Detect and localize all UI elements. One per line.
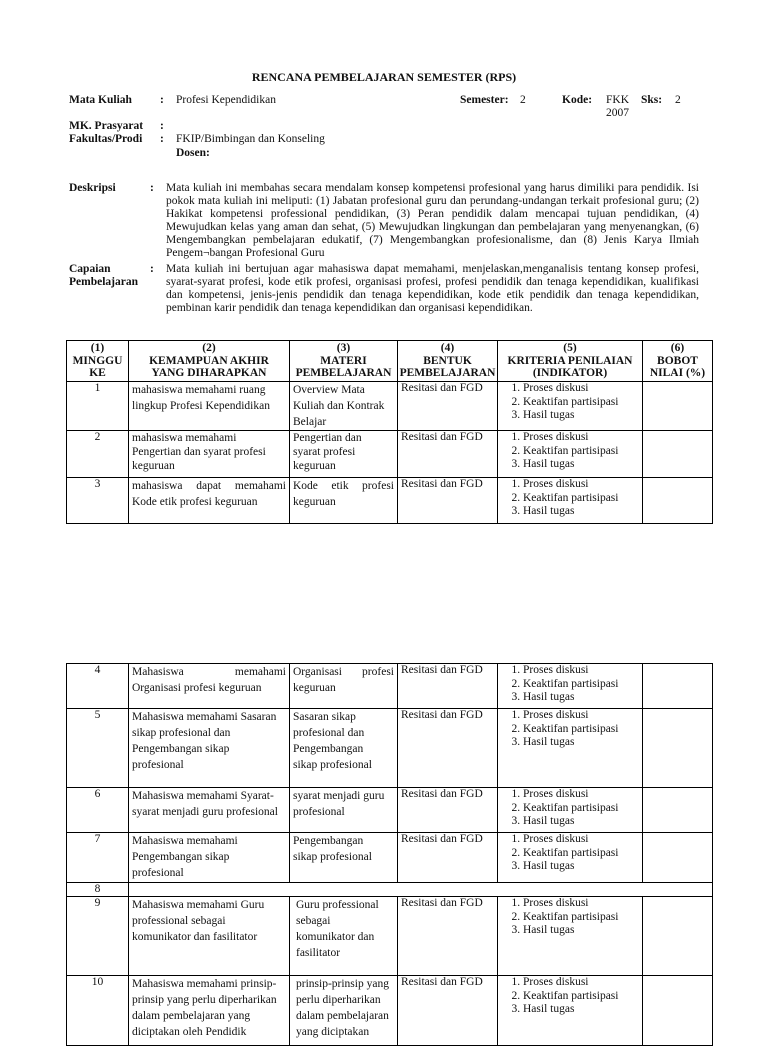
header-bobot: (6) BOBOT NILAI (%) <box>643 341 713 382</box>
fakultas-label: Fakultas/Prodi <box>69 133 143 145</box>
bobot-cell <box>643 976 713 1046</box>
bentuk-cell: Resitasi dan FGD <box>398 976 498 1046</box>
minggu-cell: 10 <box>67 976 129 1046</box>
table-row-span <box>67 883 713 897</box>
bentuk-cell: Resitasi dan FGD <box>398 833 498 883</box>
deskripsi-line: Mata kuliah ini membahas secara mendalam konsep kompetensi profesional yang harus dimiliki para pendidik. Isi <box>166 182 699 194</box>
colon: : <box>160 94 164 106</box>
kriteria-cell: 1. Proses diskusi 2. Keaktifan partisipasi 3. Hasil tugas <box>498 897 643 976</box>
minggu-cell: 2 <box>67 431 129 478</box>
kemampuan-cell: Mahasiswa memahami Guru professional sebagai komunikator dan fasilitator <box>129 897 290 976</box>
table-row <box>67 664 713 709</box>
kriteria-cell: 1. Proses diskusi 2. Keaktifan partisipasi 3. Hasil tugas <box>498 976 643 1046</box>
table-row <box>67 976 713 1046</box>
minggu-cell: 1 <box>67 382 129 431</box>
deskripsi-text <box>166 182 699 259</box>
sks-value: 2 <box>675 94 681 106</box>
capaian-line: pembinan karir pendidik dan tenaga kependidikan dan organisasi kependidikan. <box>166 301 533 314</box>
capaian-label: Capaian <box>69 263 111 275</box>
table-row <box>67 382 713 431</box>
table-row <box>67 478 713 524</box>
materi-cell: Organisasi profesi keguruan <box>290 664 398 709</box>
kemampuan-cell: Mahasiswa memahami Syarat- syarat menjadi guru profesional <box>129 788 290 833</box>
minggu-cell: 4 <box>67 664 129 709</box>
bobot-cell <box>643 382 713 431</box>
deskripsi-line: Mewujudkan kelas yang aman dan sehat, (5) Mewujudkan lingkungan dan pembelajaran yang menyenangkan, (6) <box>166 220 699 233</box>
capaian-line: Mata kuliah ini bertujuan agar mahasiswa dapat memahami, menjelaskan,menganalisis tentang konsep profesi, <box>166 263 699 275</box>
kode-value-number: 2007 <box>606 107 629 119</box>
minggu-cell: 9 <box>67 897 129 976</box>
materi-cell: Kode etik profesi keguruan <box>290 478 398 524</box>
capaian-label-2: Pembelajaran <box>69 276 138 288</box>
table-row <box>67 833 713 883</box>
table-row <box>67 897 713 976</box>
mata-kuliah-label: Mata Kuliah <box>69 94 132 106</box>
bobot-cell <box>643 664 713 709</box>
bobot-cell <box>643 431 713 478</box>
kode-label: Kode: <box>562 94 593 106</box>
fakultas-value: FKIP/Bimbingan dan Konseling <box>176 133 325 145</box>
bentuk-cell: Resitasi dan FGD <box>398 709 498 788</box>
semester-value: 2 <box>520 94 526 106</box>
minggu-cell: 3 <box>67 478 129 524</box>
deskripsi-label: Deskripsi <box>69 182 116 194</box>
rps-table-page2 <box>66 663 713 1046</box>
kemampuan-cell: Mahasiswa memahami prinsip- prinsip yang perlu diperharikan dalam pembelajaran yang diciptakan oleh Pendidik <box>129 976 290 1046</box>
materi-cell: prinsip-prinsip yang perlu diperharikan dalam pembelajaran yang diciptakan <box>290 976 398 1046</box>
colon: : <box>160 133 164 145</box>
deskripsi-line: pokok mata kuliah ini meliputi: (1) Jabatan profesional guru dan perundang-undangan terkait profesional guru; (2) <box>166 194 699 207</box>
kode-value: FKK <box>606 94 630 106</box>
table-row <box>67 431 713 478</box>
rps-table-page1 <box>66 340 713 524</box>
minggu-cell: 8 <box>67 883 129 897</box>
bentuk-cell: Resitasi dan FGD <box>398 431 498 478</box>
kemampuan-cell: mahasiswa memahami ruang lingkup Profesi Kependidikan <box>129 382 290 431</box>
bentuk-cell: Resitasi dan FGD <box>398 788 498 833</box>
kriteria-cell: 1. Proses diskusi 2. Keaktifan partisipasi 3. Hasil tugas <box>498 788 643 833</box>
bentuk-cell: Resitasi dan FGD <box>398 382 498 431</box>
header-kriteria: (5) KRITERIA PENILAIAN (INDIKATOR) <box>498 341 643 382</box>
minggu-cell: 7 <box>67 833 129 883</box>
capaian-line: dan kompetensi, jenis-jenis pendidik dan tenaga kependidikan, kode etik pendidik dan tenaga kependidikan, <box>166 288 699 301</box>
materi-cell: Pengembangan sikap profesional <box>290 833 398 883</box>
table-row <box>67 788 713 833</box>
capaian-line: syarat-syarat profesi, kode etik profesi, organisasi profesi, profesi pendidik dan tenaga kependidikan, kualifikasi <box>166 275 699 288</box>
kemampuan-cell: Mahasiswa memahami Pengembangan sikap profesional <box>129 833 290 883</box>
prasyarat-label: MK. Prasyarat <box>69 120 144 132</box>
kriteria-cell: 1. Proses diskusi 2. Keaktifan partisipasi 3. Hasil tugas <box>498 833 643 883</box>
kriteria-cell: 1. Proses diskusi 2. Keaktifan partisipasi 3. Hasil tugas <box>498 709 643 788</box>
kemampuan-cell: mahasiswa memahami Pengertian dan syarat profesi keguruan <box>129 431 290 478</box>
bobot-cell <box>643 897 713 976</box>
bentuk-cell: Resitasi dan FGD <box>398 897 498 976</box>
kemampuan-cell: Mahasiswa memahami Sasaran sikap profesional dan Pengembangan sikap profesional <box>129 709 290 788</box>
kriteria-cell: 1. Proses diskusi 2. Keaktifan partisipasi 3. Hasil tugas <box>498 382 643 431</box>
materi-cell: Overview Mata Kuliah dan Kontrak Belajar <box>290 382 398 431</box>
semester-label: Semester: <box>460 94 509 106</box>
empty-span-cell <box>129 883 713 897</box>
capaian-text <box>166 263 699 315</box>
bobot-cell <box>643 709 713 788</box>
sks-label: Sks: <box>641 94 663 106</box>
dosen-label: Dosen: <box>176 147 210 159</box>
materi-cell: syarat menjadi guru profesional <box>290 788 398 833</box>
bobot-cell <box>643 833 713 883</box>
materi-cell: Guru professional sebagai komunikator dan fasilitator <box>290 897 398 976</box>
table-header-row <box>67 341 713 382</box>
deskripsi-line: Pengem¬bangan Profesional Guru <box>166 246 325 259</box>
colon: : <box>150 182 154 194</box>
header-minggu: (1) MINGGU KE <box>67 341 129 382</box>
colon: : <box>150 263 154 275</box>
header-materi: (3) MATERI PEMBELAJARAN <box>290 341 398 382</box>
minggu-cell: 6 <box>67 788 129 833</box>
kemampuan-cell: mahasiswa dapat memahami Kode etik profesi keguruan <box>129 478 290 524</box>
minggu-cell: 5 <box>67 709 129 788</box>
header-kemampuan: (2) KEMAMPUAN AKHIR YANG DIHARAPKAN <box>129 341 290 382</box>
table-row <box>67 709 713 788</box>
bobot-cell <box>643 478 713 524</box>
deskripsi-line: Hakikat kompetensi professional pendidikan, (3) Peran pendidik dalam mencapai tujuan pendidikan, (4) <box>166 207 699 220</box>
header-bentuk: (4) BENTUK PEMBELAJARAN <box>398 341 498 382</box>
bobot-cell <box>643 788 713 833</box>
bentuk-cell: Resitasi dan FGD <box>398 478 498 524</box>
kriteria-cell: 1. Proses diskusi 2. Keaktifan partisipasi 3. Hasil tugas <box>498 431 643 478</box>
deskripsi-line: Mengembangkan pembelajaran edukatif, (7) Mengembangkan profesionalisme, dan (8) Jenis Karya Ilmiah <box>166 233 699 246</box>
bentuk-cell: Resitasi dan FGD <box>398 664 498 709</box>
kemampuan-cell: Mahasiswa memahami Organisasi profesi keguruan <box>129 664 290 709</box>
kriteria-cell: 1. Proses diskusi 2. Keaktifan partisipasi 3. Hasil tugas <box>498 478 643 524</box>
kriteria-cell: 1. Proses diskusi 2. Keaktifan partisipasi 3. Hasil tugas <box>498 664 643 709</box>
materi-cell: Sasaran sikap profesional dan Pengembangan sikap profesional <box>290 709 398 788</box>
mata-kuliah-value: Profesi Kependidikan <box>176 94 276 106</box>
colon: : <box>160 120 164 132</box>
materi-cell: Pengertian dan syarat profesi keguruan <box>290 431 398 478</box>
page-title: RENCANA PEMBELAJARAN SEMESTER (RPS) <box>251 70 517 84</box>
